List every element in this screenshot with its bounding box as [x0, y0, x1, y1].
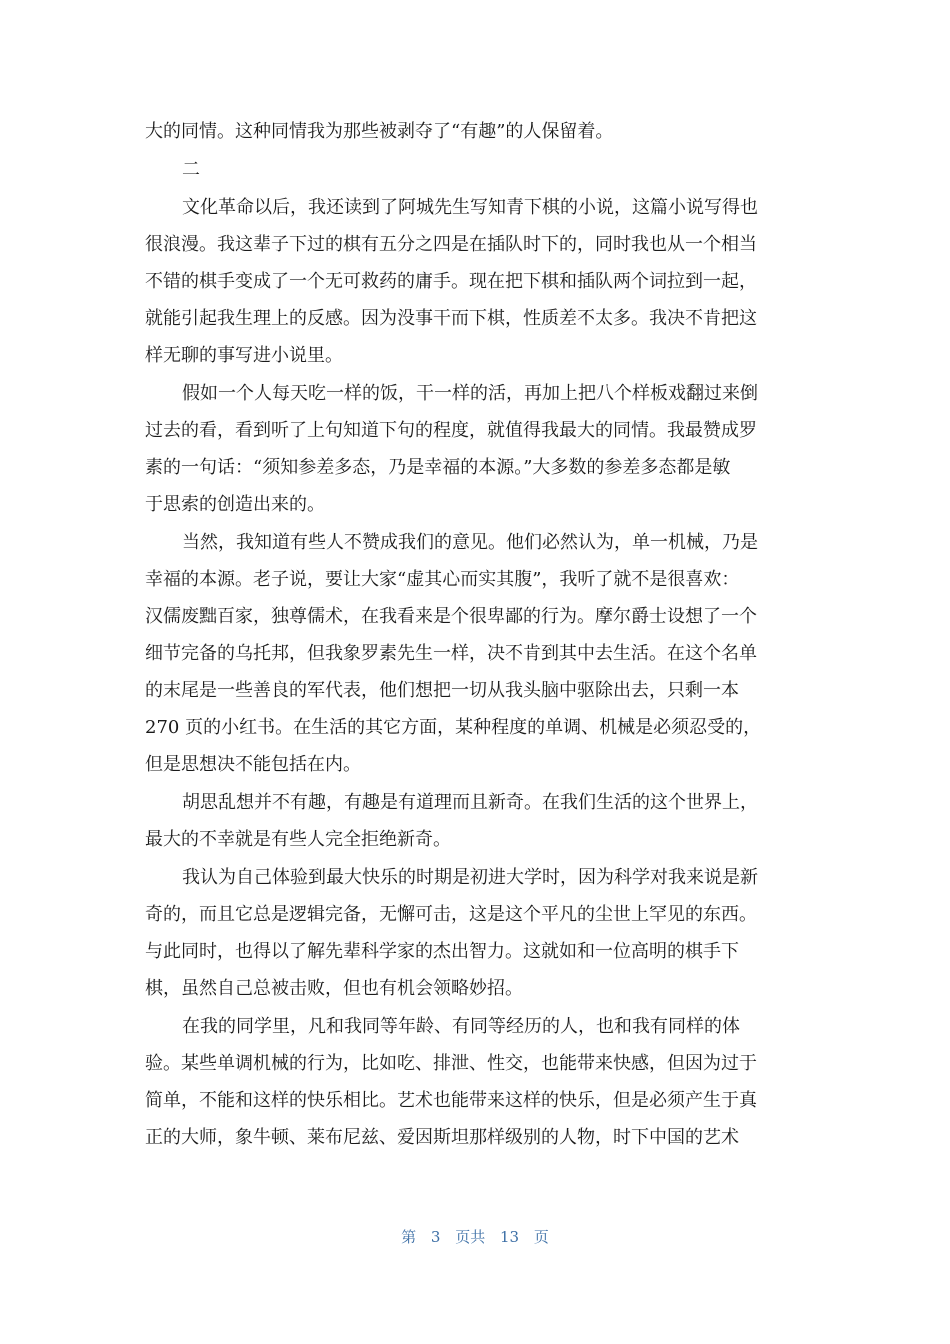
text-line: 文化革命以后，我还读到了阿城先生写知青下棋的小说，这篇小说写得也 [182, 197, 758, 218]
text-line: 就能引起我生理上的反感。因为没事干而下棋，性质差不太多。我决不肯把这 [145, 308, 757, 329]
text-line: 棋，虽然自己总被击败，但也有机会领略妙招。 [145, 978, 523, 999]
footer-current-page: 3 [430, 1228, 441, 1246]
text-line: 当然，我知道有些人不赞成我们的意见。他们必然认为，单一机械，乃是 [182, 532, 758, 553]
text-line: 很浪漫。我这辈子下过的棋有五分之四是在插队时下的，同时我也从一个相当 [145, 234, 757, 255]
footer-suffix: 页 [533, 1228, 549, 1246]
footer-middle: 页共 [455, 1228, 486, 1246]
text-line: 270 页的小红书。在生活的其它方面，某种程度的单调、机械是必须忍受的， [145, 717, 762, 738]
footer-prefix: 第 [401, 1228, 417, 1246]
text-line: 素的一句话：“须知参差多态，乃是幸福的本源。”大多数的参差多态都是敏 [145, 457, 731, 478]
text-line: 奇的，而且它总是逻辑完备，无懈可击，这是这个平凡的尘世上罕见的东西。 [145, 904, 757, 925]
text-line: 我认为自己体验到最大快乐的时期是初进大学时，因为科学对我来说是新 [182, 867, 758, 888]
text-line: 假如一个人每天吃一样的饭，干一样的活，再加上把八个样板戏翻过来倒 [182, 383, 758, 404]
text-line: 过去的看，看到听了上句知道下句的程度，就值得我最大的同情。我最赞成罗 [145, 420, 757, 441]
text-line: 幸福的本源。老子说，要让大家“虚其心而实其腹”，我听了就不是很喜欢： [145, 569, 740, 590]
text-line: 细节完备的乌托邦，但我象罗素先生一样，决不肯到其中去生活。在这个名单 [145, 643, 757, 664]
text-line: 正的大师，象牛顿、莱布尼兹、爱因斯坦那样级别的人物，时下中国的艺术 [145, 1127, 739, 1148]
text-line: 于思索的创造出来的。 [145, 494, 325, 515]
text-line: 大的同情。这种同情我为那些被剥夺了“有趣”的人保留着。 [145, 121, 614, 142]
text-line: 汉儒废黜百家，独尊儒术，在我看来是个很卑鄙的行为。摩尔爵士设想了一个 [145, 606, 757, 627]
text-line: 最大的不幸就是有些人完全拒绝新奇。 [145, 829, 451, 850]
text-line: 简单，不能和这样的快乐相比。艺术也能带来这样的快乐，但是必须产生于真 [145, 1090, 757, 1111]
text-line: 不错的棋手变成了一个无可救药的庸手。现在把下棋和插队两个词拉到一起， [145, 271, 757, 292]
text-line: 样无聊的事写进小说里。 [145, 345, 343, 366]
page-footer [0, 1226, 950, 1247]
text-line: 在我的同学里，凡和我同等年龄、有同等经历的人，也和我有同样的体 [182, 1016, 740, 1037]
footer-total-pages: 13 [500, 1228, 520, 1246]
text-line: 验。某些单调机械的行为，比如吃、排泄、性交，也能带来快感，但因为过于 [145, 1053, 757, 1074]
text-line: 与此同时，也得以了解先辈科学家的杰出智力。这就如和一位高明的棋手下 [145, 941, 739, 962]
text-line: 但是思想决不能包括在内。 [145, 754, 361, 775]
text-line: 胡思乱想并不有趣，有趣是有道理而且新奇。在我们生活的这个世界上， [182, 792, 758, 813]
text-line: 的末尾是一些善良的军代表，他们想把一切从我头脑中驱除出去，只剩一本 [145, 680, 739, 701]
section-heading: 二 [182, 159, 200, 180]
